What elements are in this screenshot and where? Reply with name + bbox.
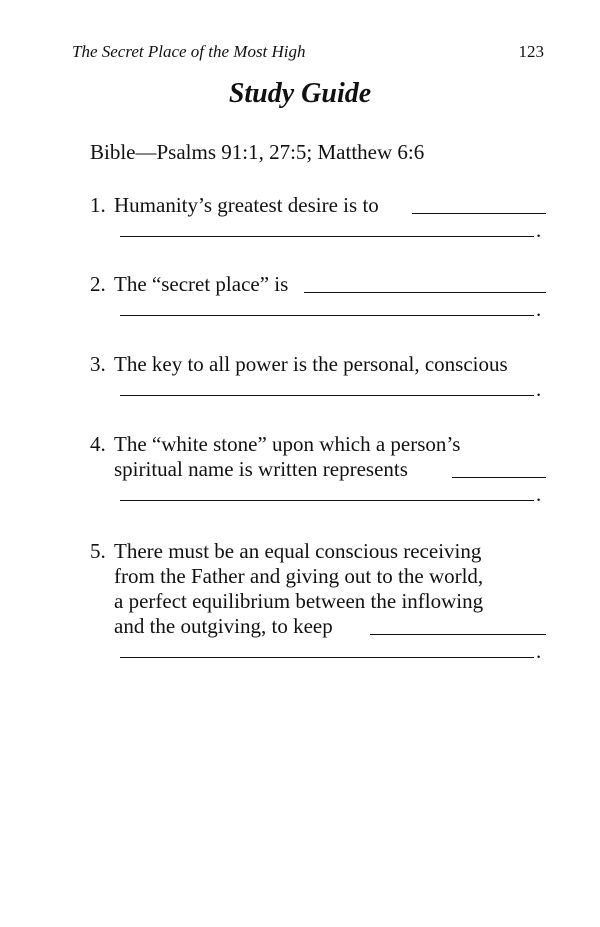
answer-blank[interactable] xyxy=(120,395,534,396)
question-5 xyxy=(90,539,546,664)
answer-blank[interactable] xyxy=(370,634,546,635)
question-text: and the outgiving, to keep xyxy=(114,614,333,638)
question-1 xyxy=(90,193,546,243)
answer-blank[interactable] xyxy=(120,657,534,658)
answer-blank[interactable] xyxy=(304,292,546,293)
period: . xyxy=(536,297,542,321)
period: . xyxy=(536,482,542,506)
question-3 xyxy=(90,352,546,402)
question-text: a perfect equilibrium between the inflowing xyxy=(114,589,484,613)
page-number: 123 xyxy=(518,42,544,61)
question-number: 2. xyxy=(90,272,106,296)
period: . xyxy=(536,377,542,401)
question-text: The “white stone” upon which a person’s xyxy=(114,432,461,456)
period: . xyxy=(536,639,542,663)
question-2 xyxy=(90,272,546,322)
question-text: from the Father and giving out to the world, xyxy=(114,564,484,588)
question-text: The “secret place” is xyxy=(114,272,289,296)
question-4 xyxy=(90,432,546,507)
book-title: The Secret Place of the Most High xyxy=(72,42,306,61)
answer-blank[interactable] xyxy=(120,500,534,501)
question-text: There must be an equal conscious receiving xyxy=(114,539,482,563)
question-number: 4. xyxy=(90,432,106,456)
running-head xyxy=(72,42,544,66)
question-number: 1. xyxy=(90,193,106,217)
question-text: The key to all power is the personal, conscious xyxy=(114,352,508,376)
answer-blank[interactable] xyxy=(452,477,546,478)
answer-blank[interactable] xyxy=(120,236,534,237)
question-number: 3. xyxy=(90,352,106,376)
answer-blank[interactable] xyxy=(412,213,546,214)
question-text: Humanity’s greatest desire is to xyxy=(114,193,379,217)
bible-reference: Bible—Psalms 91:1, 27:5; Matthew 6:6 xyxy=(90,140,425,164)
period: . xyxy=(536,218,542,242)
answer-blank[interactable] xyxy=(120,315,534,316)
question-number: 5. xyxy=(90,539,106,563)
question-text: spiritual name is written represents xyxy=(114,457,408,481)
page-title: Study Guide xyxy=(228,78,372,109)
